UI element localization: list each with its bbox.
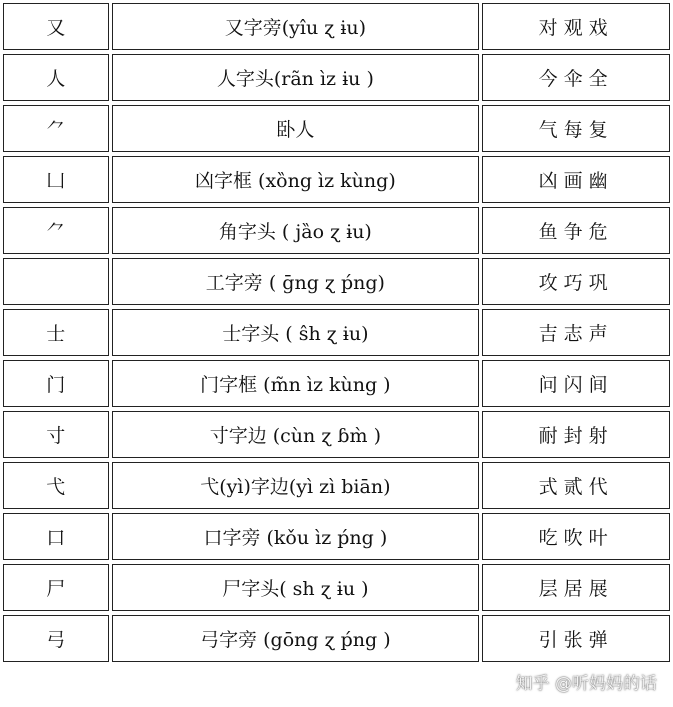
radical-name-cell: 士字头 ( ŝh ɀ ɨu) (112, 309, 480, 356)
table-row (3, 462, 670, 509)
radical-cell: 凵 (3, 156, 109, 203)
example-chars-cell: 引张弹 (482, 615, 670, 662)
radical-name-cell: 凶字框 (xȍng ìz kùng) (112, 156, 480, 203)
radical-name-cell: 弋(yì)字边(yì zì biān) (112, 462, 480, 509)
example-chars-cell: 攻巧巩 (482, 258, 670, 305)
example-chars-cell: 吃吹叶 (482, 513, 670, 560)
table-row (3, 564, 670, 611)
radical-name-cell: 又字旁(yîu ɀ ɨu) (112, 3, 480, 50)
table-row (3, 513, 670, 560)
radical-cell: ⺈ (3, 207, 109, 254)
table-row (3, 258, 670, 305)
radical-cell: 门 (3, 360, 109, 407)
radical-name-cell: 弓字旁 (gōng ɀ ṕng ) (112, 615, 480, 662)
example-chars-cell: 对观戏 (482, 3, 670, 50)
radical-name-cell: 角字头 ( jȁo ɀ ɨu) (112, 207, 480, 254)
example-chars-cell: 耐封射 (482, 411, 670, 458)
table-row (3, 411, 670, 458)
radical-name-cell: 门字框 (m̃n ìz kùng ) (112, 360, 480, 407)
table-row (3, 156, 670, 203)
radical-name-cell: 卧人 (112, 105, 480, 152)
example-chars-cell: 凶画幽 (482, 156, 670, 203)
example-chars-cell: 鱼争危 (482, 207, 670, 254)
radical-name-cell: 工字旁 ( ḡng ɀ ṕng) (112, 258, 480, 305)
radical-cell: 又 (3, 3, 109, 50)
table-row (3, 3, 670, 50)
table-row (3, 54, 670, 101)
radical-name-cell: 尸字头( sh ɀ ɨu ) (112, 564, 480, 611)
example-chars-cell: 层居展 (482, 564, 670, 611)
table-row (3, 105, 670, 152)
radical-cell: 人 (3, 54, 109, 101)
radical-cell: 尸 (3, 564, 109, 611)
radical-name-cell: 寸字边 (cùn ɀ ɓm̀ ) (112, 411, 480, 458)
radical-name-cell: 口字旁 (kǒu ìz ṕng ) (112, 513, 480, 560)
table-row (3, 360, 670, 407)
radical-cell: ⺈ (3, 105, 109, 152)
example-chars-cell: 式贰代 (482, 462, 670, 509)
radical-name-cell: 人字头(rãn ìz ɨu ) (112, 54, 480, 101)
example-chars-cell: 吉志声 (482, 309, 670, 356)
radical-cell: 寸 (3, 411, 109, 458)
example-chars-cell: 气每复 (482, 105, 670, 152)
radical-table-body (3, 3, 670, 662)
example-chars-cell: 今伞全 (482, 54, 670, 101)
watermark-text: 知乎 @听妈妈的话 (515, 674, 657, 694)
table-row (3, 207, 670, 254)
example-chars-cell: 问闪间 (482, 360, 670, 407)
table-row (3, 309, 670, 356)
radical-cell: 口 (3, 513, 109, 560)
table-row (3, 615, 670, 662)
radical-cell: 弓 (3, 615, 109, 662)
radical-cell (3, 258, 109, 305)
radical-cell: 士 (3, 309, 109, 356)
radical-cell: 弋 (3, 462, 109, 509)
